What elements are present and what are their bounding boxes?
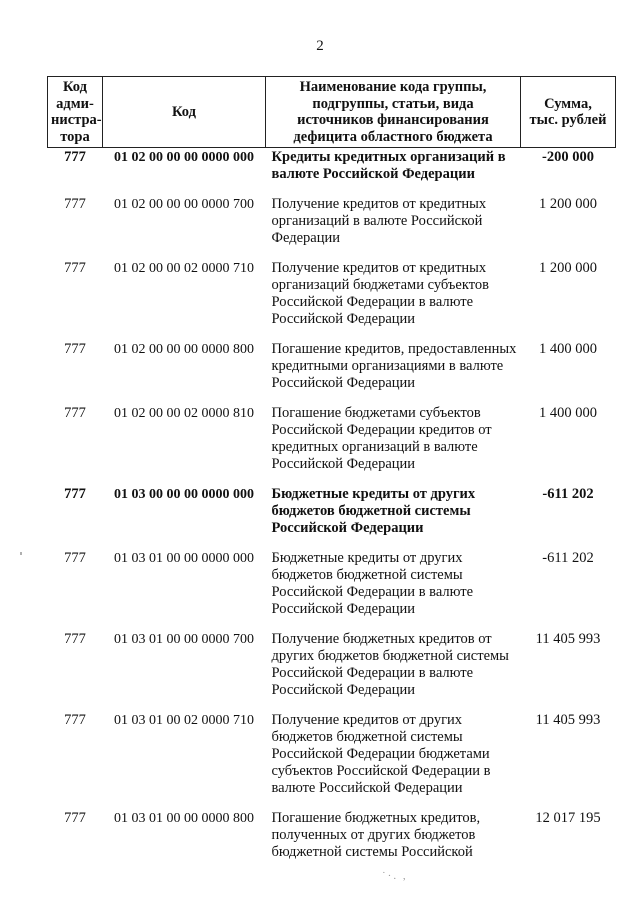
table-row (48, 148, 616, 197)
cell-name: Бюджетные кредиты от других бюджетов бюджетной системы Российской Федерации (271, 486, 476, 536)
margin-artifact (20, 552, 22, 555)
cell-admin: 777 (64, 550, 86, 566)
cell-sum: -611 202 (542, 550, 594, 566)
cell-admin: 777 (64, 149, 86, 165)
table-row (48, 486, 616, 550)
header-sum: Сумма, тыс. рублей (521, 77, 616, 148)
table-row (48, 341, 616, 405)
cell-sum: 12 017 195 (535, 810, 601, 826)
header-code: Код (103, 77, 266, 148)
cell-code: 01 03 01 00 00 0000 000 (114, 551, 254, 566)
cell-name: Погашение бюджетных кредитов, полученных от других бюджетов бюджетной системы Российской (271, 810, 481, 860)
cell-admin: 777 (64, 341, 86, 357)
cell-code: 01 02 00 00 02 0000 810 (114, 406, 254, 421)
cell-admin: 777 (64, 260, 86, 276)
cell-name: Кредиты кредитных организаций в валюте Российской Федерации (271, 149, 506, 182)
cell-code: 01 03 00 00 00 0000 000 (114, 487, 254, 502)
table-row (48, 712, 616, 810)
cell-code: 01 03 01 00 02 0000 710 (114, 713, 254, 728)
cell-sum: 1 200 000 (539, 260, 597, 276)
cell-admin: 777 (64, 405, 86, 421)
cell-code: 01 02 00 00 00 0000 000 (114, 150, 254, 165)
cell-code: 01 03 01 00 00 0000 800 (114, 811, 254, 826)
table-row (48, 405, 616, 486)
cell-name: Получение бюджетных кредитов от других бюджетов бюджетной системы Российской Федерации в валюте Российской Федерации (271, 631, 509, 698)
cell-sum: 11 405 993 (535, 631, 601, 647)
cell-admin: 777 (64, 810, 86, 826)
table-header (48, 77, 616, 148)
cell-sum: -611 202 (542, 486, 594, 502)
table-row (48, 810, 616, 874)
cell-sum: 1 400 000 (539, 405, 597, 421)
header-name: Наименование кода группы, подгруппы, статьи, вида источников финансирования дефицита областного бюджета (266, 77, 521, 148)
cell-admin: 777 (64, 712, 86, 728)
cell-code: 01 03 01 00 00 0000 700 (114, 632, 254, 647)
cell-admin: 777 (64, 631, 86, 647)
table-body (48, 148, 616, 875)
cell-name: Погашение кредитов, предоставленных кредитными организациями в валюте Российской Федерации (271, 341, 517, 391)
cell-name: Получение кредитов от других бюджетов бюджетной системы Российской Федерации бюджетами субъектов Российской Федерации в валюте Российской Федерации (271, 712, 491, 796)
cell-sum: 1 200 000 (539, 196, 597, 212)
table-row (48, 196, 616, 260)
cell-code: 01 02 00 00 02 0000 710 (114, 261, 254, 276)
cell-code: 01 02 00 00 00 0000 800 (114, 342, 254, 357)
cell-name: Погашение бюджетами субъектов Российской Федерации кредитов от кредитных организаций в валюте Российской Федерации (271, 405, 492, 472)
cell-name: Бюджетные кредиты от других бюджетов бюджетной системы Российской Федерации в валюте Российской Федерации (271, 550, 474, 617)
scan-artifact: ˙·. , (382, 870, 408, 882)
budget-sources-table (47, 76, 616, 874)
table-row (48, 631, 616, 712)
cell-sum: 1 400 000 (539, 341, 597, 357)
table-row (48, 550, 616, 631)
cell-sum: 11 405 993 (535, 712, 601, 728)
cell-name: Получение кредитов от кредитных организаций в валюте Российской Федерации (271, 196, 487, 246)
header-row (48, 77, 616, 148)
cell-admin: 777 (64, 486, 86, 502)
cell-sum: -200 000 (542, 149, 594, 165)
page-number: 2 (316, 38, 324, 54)
cell-name: Получение кредитов от кредитных организаций бюджетами субъектов Российской Федерации в валюте Российской Федерации (271, 260, 489, 327)
cell-admin: 777 (64, 196, 86, 212)
table-row (48, 260, 616, 341)
header-admin: Код адми- нистра- тора (48, 77, 103, 148)
cell-code: 01 02 00 00 00 0000 700 (114, 197, 254, 212)
